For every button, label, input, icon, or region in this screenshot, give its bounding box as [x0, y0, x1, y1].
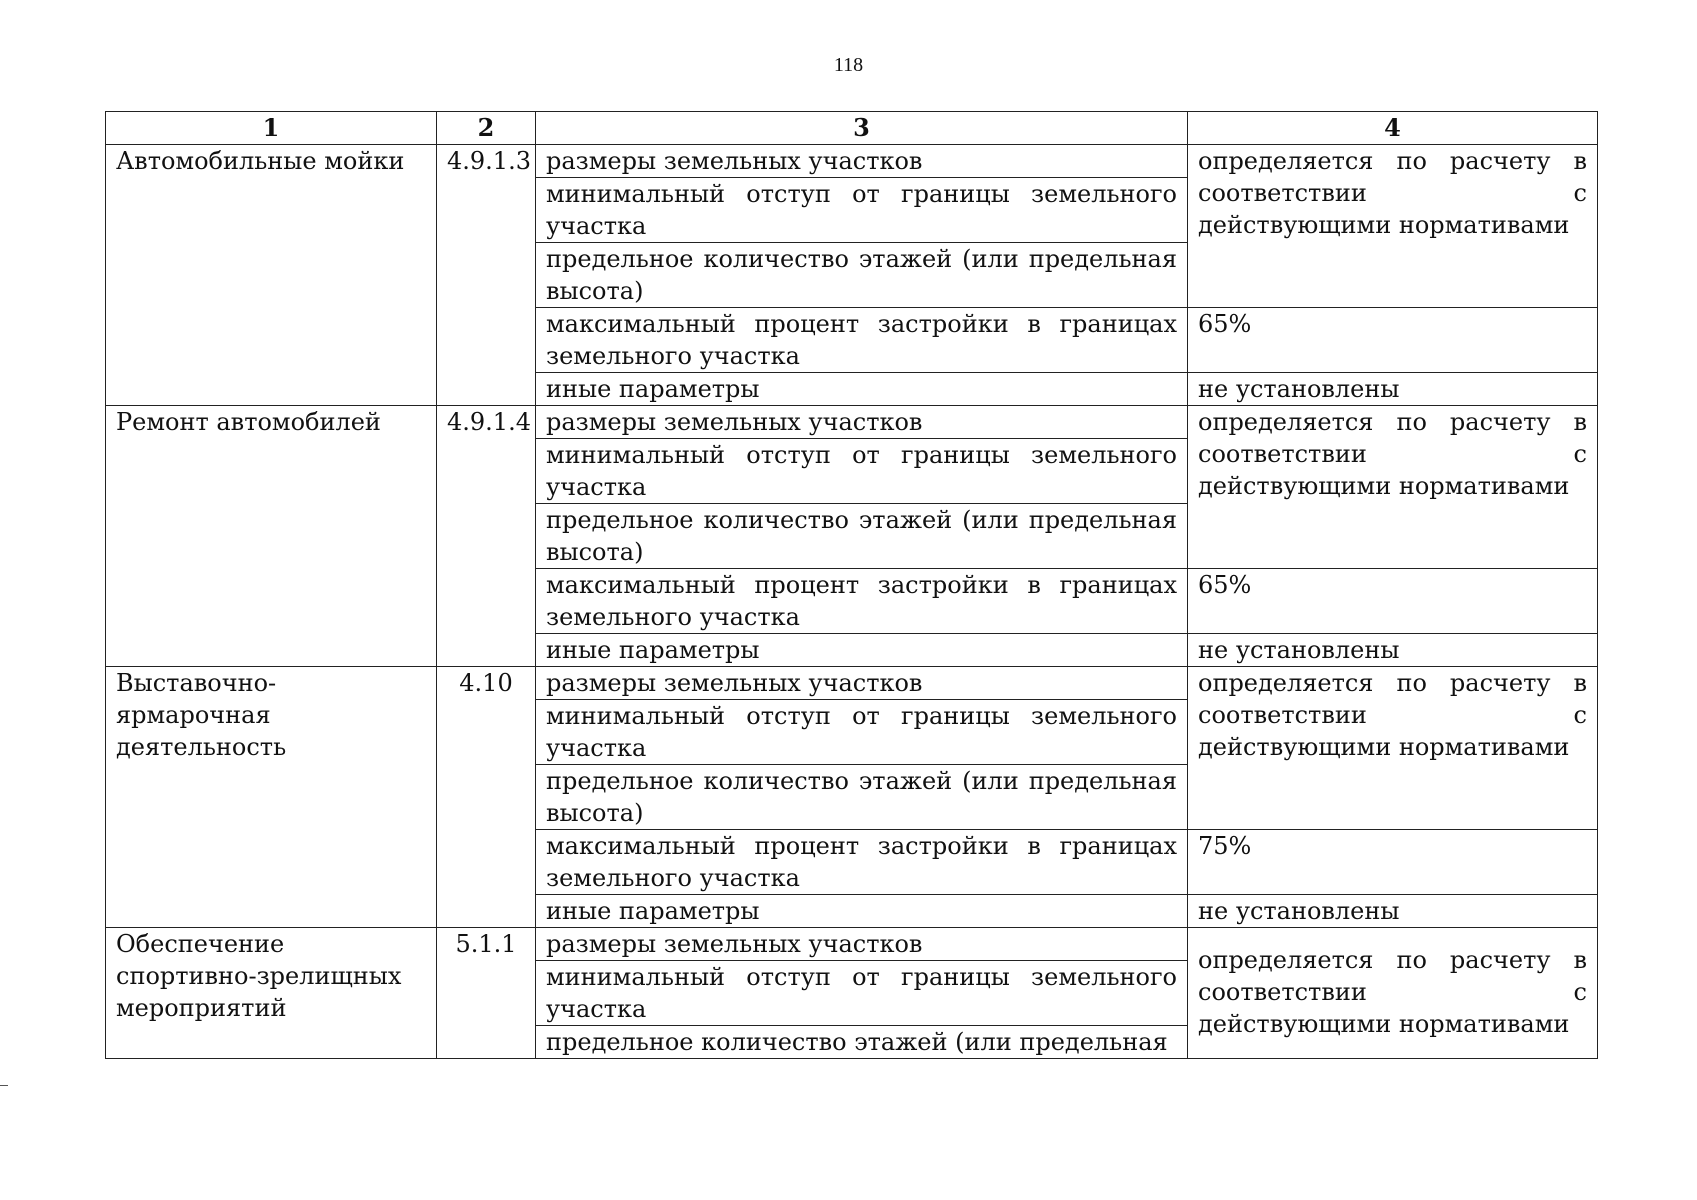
column-header-3: 3: [536, 112, 1188, 145]
coverage-value: 75%: [1188, 830, 1598, 895]
activity-name: Ремонт автомобилей: [106, 406, 437, 667]
table-row: [106, 145, 1598, 178]
parameter-name: размеры земельных участков: [536, 667, 1188, 700]
other-value: не установлены: [1188, 895, 1598, 928]
parameter-name: иные параметры: [536, 634, 1188, 667]
parameter-name: максимальный процент застройки в границах земельного участка: [536, 308, 1188, 373]
activity-code: 4.9.1.4: [437, 406, 536, 667]
column-header-4: 4: [1188, 112, 1598, 145]
column-header-1: 1: [106, 112, 437, 145]
parameter-name: размеры земельных участков: [536, 145, 1188, 178]
parameter-name: минимальный отступ от границы земельного участка: [536, 178, 1188, 243]
column-header-2: 2: [437, 112, 536, 145]
activity-code: 4.9.1.3: [437, 145, 536, 406]
scan-mark: [0, 1085, 8, 1086]
parameter-name: размеры земельных участков: [536, 928, 1188, 961]
page-number: 118: [833, 54, 864, 76]
parameter-name: минимальный отступ от границы земельного участка: [536, 439, 1188, 504]
table-row: [106, 667, 1598, 700]
header-row: [106, 112, 1598, 145]
other-value: не установлены: [1188, 634, 1598, 667]
activity-name: Автомобильные мойки: [106, 145, 437, 406]
parameter-name: иные параметры: [536, 895, 1188, 928]
parameter-name: предельное количество этажей (или предельная высота): [536, 504, 1188, 569]
parameter-name: максимальный процент застройки в границах земельного участка: [536, 569, 1188, 634]
activity-name: Выставочно-ярмарочная деятельность: [106, 667, 437, 928]
parameter-name: предельное количество этажей (или предельная высота): [536, 243, 1188, 308]
parameter-name: размеры земельных участков: [536, 406, 1188, 439]
parameter-name: минимальный отступ от границы земельного участка: [536, 700, 1188, 765]
parameter-name: максимальный процент застройки в границах земельного участка: [536, 830, 1188, 895]
table-row: [106, 406, 1598, 439]
parameter-name: иные параметры: [536, 373, 1188, 406]
parameter-name: предельное количество этажей (или предельная высота): [536, 765, 1188, 830]
activity-code: 4.10: [437, 667, 536, 928]
table-row: [106, 928, 1598, 961]
parameter-norm: определяется по расчету в соответствии с действующими нормативами: [1188, 928, 1598, 1059]
parameter-norm: определяется по расчету в соответствии с действующими нормативами: [1188, 145, 1598, 308]
activity-code: 5.1.1: [437, 928, 536, 1059]
coverage-value: 65%: [1188, 569, 1598, 634]
parameter-norm: определяется по расчету в соответствии с действующими нормативами: [1188, 667, 1598, 830]
other-value: не установлены: [1188, 373, 1598, 406]
parameter-norm: определяется по расчету в соответствии с действующими нормативами: [1188, 406, 1598, 569]
coverage-value: 65%: [1188, 308, 1598, 373]
activity-name: Обеспечение спортивно-зрелищных мероприятий: [106, 928, 437, 1059]
parameter-name: предельное количество этажей (или предельная: [536, 1026, 1188, 1059]
regulations-table: [105, 111, 1598, 1059]
parameter-name: минимальный отступ от границы земельного участка: [536, 961, 1188, 1026]
